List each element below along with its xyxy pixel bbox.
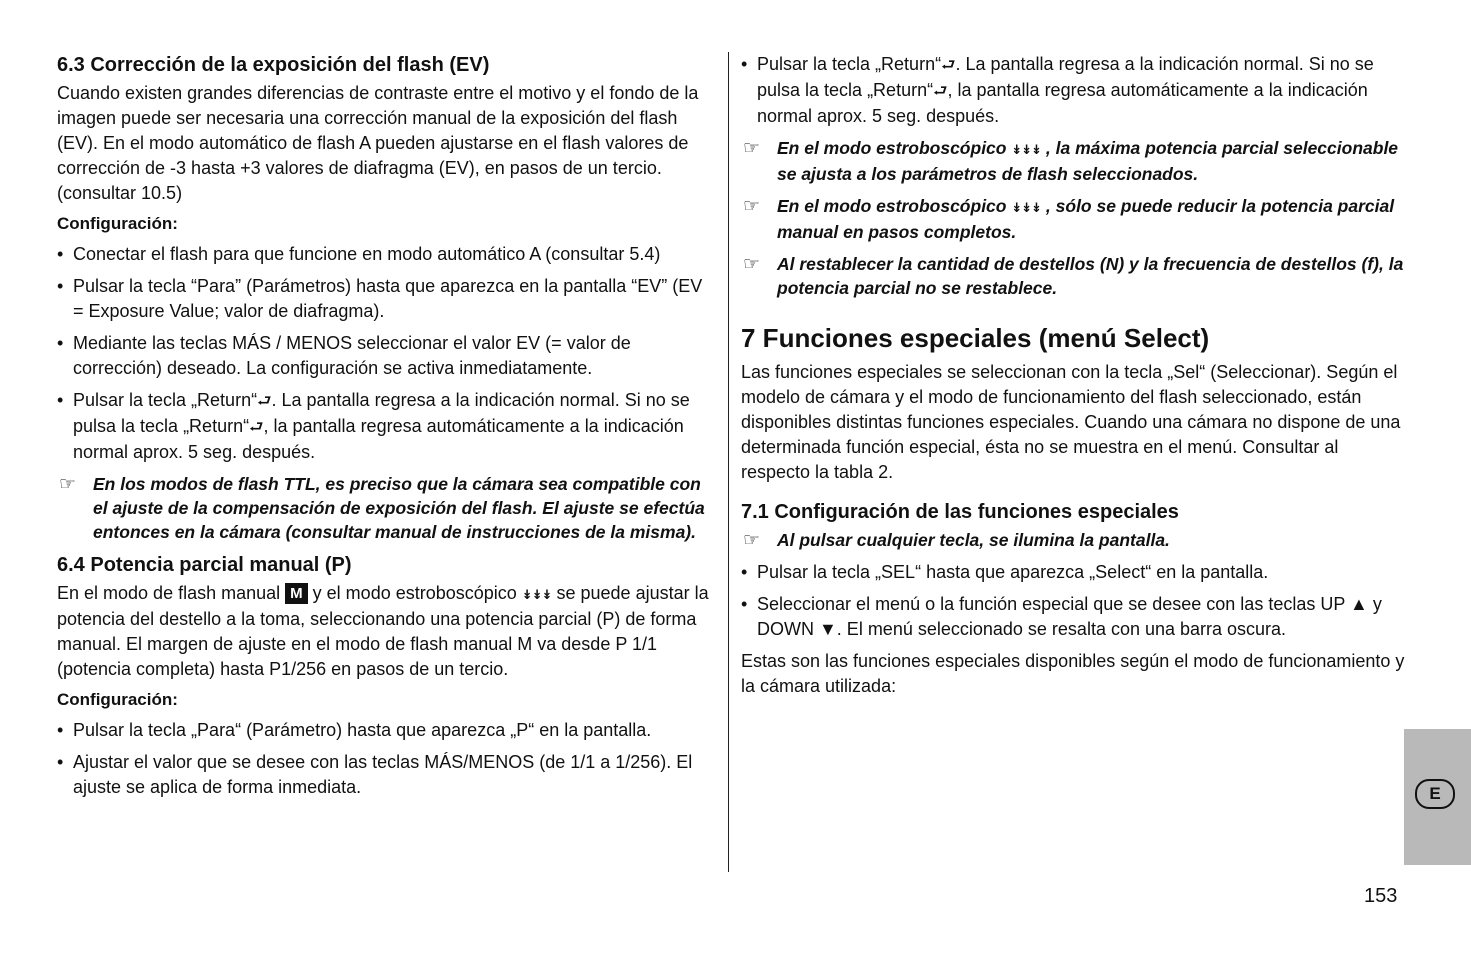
bullet-icon: • [57,390,64,410]
config-label: Configuración: [57,214,178,233]
paragraph-7: Las funciones especiales se seleccionan con la tecla „Sel“ (Seleccionar). Según el modelo de cámara y el modo de funcionamiento del flash seleccionado, están disponibles distintas funciones especiales. Cuando una cámara no dispone de una determinada función especial, ésta no se muestra en el menú. Consultar al respecto la tabla 2. [741,362,1401,482]
left-column [57,52,717,807]
section-heading-7-1: 7.1 Configuración de las funciones especiales [741,501,1179,523]
pointing-hand-icon: ☞ [59,474,77,495]
note: ☞ Al pulsar cualquier tecla, se ilumina la pantalla. [743,530,1170,551]
bullet-icon: • [57,333,64,353]
list-item: • Pulsar la tecla „Para“ (Parámetro) hasta que aparezca „P“ en la pantalla. [57,718,717,743]
return-key-icon: ⮐ [933,83,948,100]
note: ☞ En el modo estroboscópico ↡↡↡ , la máxima potencia parcial seleccionable se ajusta a los parámetros de flash seleccionados. [743,138,1399,184]
note: ☞ Al restablecer la cantidad de destellos (N) y la frecuencia de destellos (f), la potencia parcial no se restablece. [743,254,1404,298]
list-item: • Pulsar la tecla „Return“⮐. La pantalla regresa a la indicación normal. Si no se pulsa la tecla „Return“⮐, la pantalla regresa automáticamente a la indicación normal aprox. 5 seg. después. [57,390,690,462]
list-item: • Pulsar la tecla “Para” (Parámetros) hasta que aparezca en la pantalla “EV” (EV = Exposure Value; valor de diafragma). [57,276,703,321]
bullet-icon: • [741,54,748,74]
return-key-icon: ⮐ [249,419,264,436]
pointing-hand-icon: ☞ [743,138,761,159]
return-key-icon: ⮐ [941,57,956,74]
paragraph-6-3: Cuando existen grandes diferencias de contraste entre el motivo y el fondo de la imagen puede ser necesaria una corrección manual de la exposición del flash (EV). En el modo automático de flash A pueden ajustarse en el flash valores de corrección de -3 hasta +3 valores de diafragma (EV), en pasos de un tercio. (consultar 10.5) [57,83,699,203]
note: ☞ En los modos de flash TTL, es preciso que la cámara sea compatible con el ajuste de la compensación de exposición del flash. El ajuste se efectúa entonces en la cámara (consultar manual de instrucciones de la misma). [59,474,705,542]
right-column [741,52,1406,705]
bullet-icon: • [741,594,748,614]
stroboscopic-icon: ↡↡↡ [521,587,552,602]
bullet-icon: • [57,720,64,740]
section-heading-6-3: 6.3 Corrección de la exposición del flash (EV) [57,54,490,76]
config-label: Configuración: [57,690,178,709]
page-number: 153 [1364,885,1398,907]
list-item: • Pulsar la tecla „Return“⮐. La pantalla regresa a la indicación normal. Si no se pulsa la tecla „Return“⮐, la pantalla regresa automáticamente a la indicación normal aprox. 5 seg. después. [741,54,1374,126]
list-item: • Seleccionar el menú o la función especial que se desee con las teclas UP ▲ y DOWN ▼. El menú seleccionado se resalta con una barra oscura. [741,594,1382,639]
paragraph-6-4: En el modo de flash manual M y el modo estroboscópico ↡↡↡ se puede ajustar la potencia del destello a la toma, seleccionando una potencia parcial (P) de forma manual. El margen de ajuste en el modo de flash manual M va desde P 1/1 (potencia completa) hasta P1/256 en pasos de un tercio. [57,583,709,679]
manual-mode-icon: M [285,583,308,604]
list-item: • Ajustar el valor que se desee con las teclas MÁS/MENOS (de 1/1 a 1/256). El ajuste se aplica de forma inmediata. [57,752,693,797]
language-tab [1404,729,1471,865]
language-badge: E [1415,779,1455,809]
pointing-hand-icon: ☞ [743,254,761,275]
column-divider [728,52,729,872]
return-key-icon: ⮐ [257,393,272,410]
bullet-icon: • [741,562,748,582]
stroboscopic-icon: ↡↡↡ [1011,142,1042,157]
paragraph-closing: Estas son las funciones especiales disponibles según el modo de funcionamiento y la cámara utilizada: [741,651,1405,696]
pointing-hand-icon: ☞ [743,530,761,551]
bullet-icon: • [57,244,64,264]
list-item: • Pulsar la tecla „SEL“ hasta que aparezca „Select“ en la pantalla. [741,560,1406,585]
bullet-icon: • [57,752,64,772]
note: ☞ En el modo estroboscópico ↡↡↡ , sólo se puede reducir la potencia parcial manual en pasos completos. [743,196,1395,242]
stroboscopic-icon: ↡↡↡ [1011,200,1042,215]
pointing-hand-icon: ☞ [743,196,761,217]
chapter-heading-7: 7 Funciones especiales (menú Select) [741,323,1210,353]
bullet-icon: • [57,276,64,296]
list-item: • Conectar el flash para que funcione en modo automático A (consultar 5.4) [57,242,717,267]
section-heading-6-4: 6.4 Potencia parcial manual (P) [57,554,352,576]
list-item: • Mediante las teclas MÁS / MENOS seleccionar el valor EV (= valor de corrección) deseado. La configuración se activa inmediatamente. [57,333,631,378]
